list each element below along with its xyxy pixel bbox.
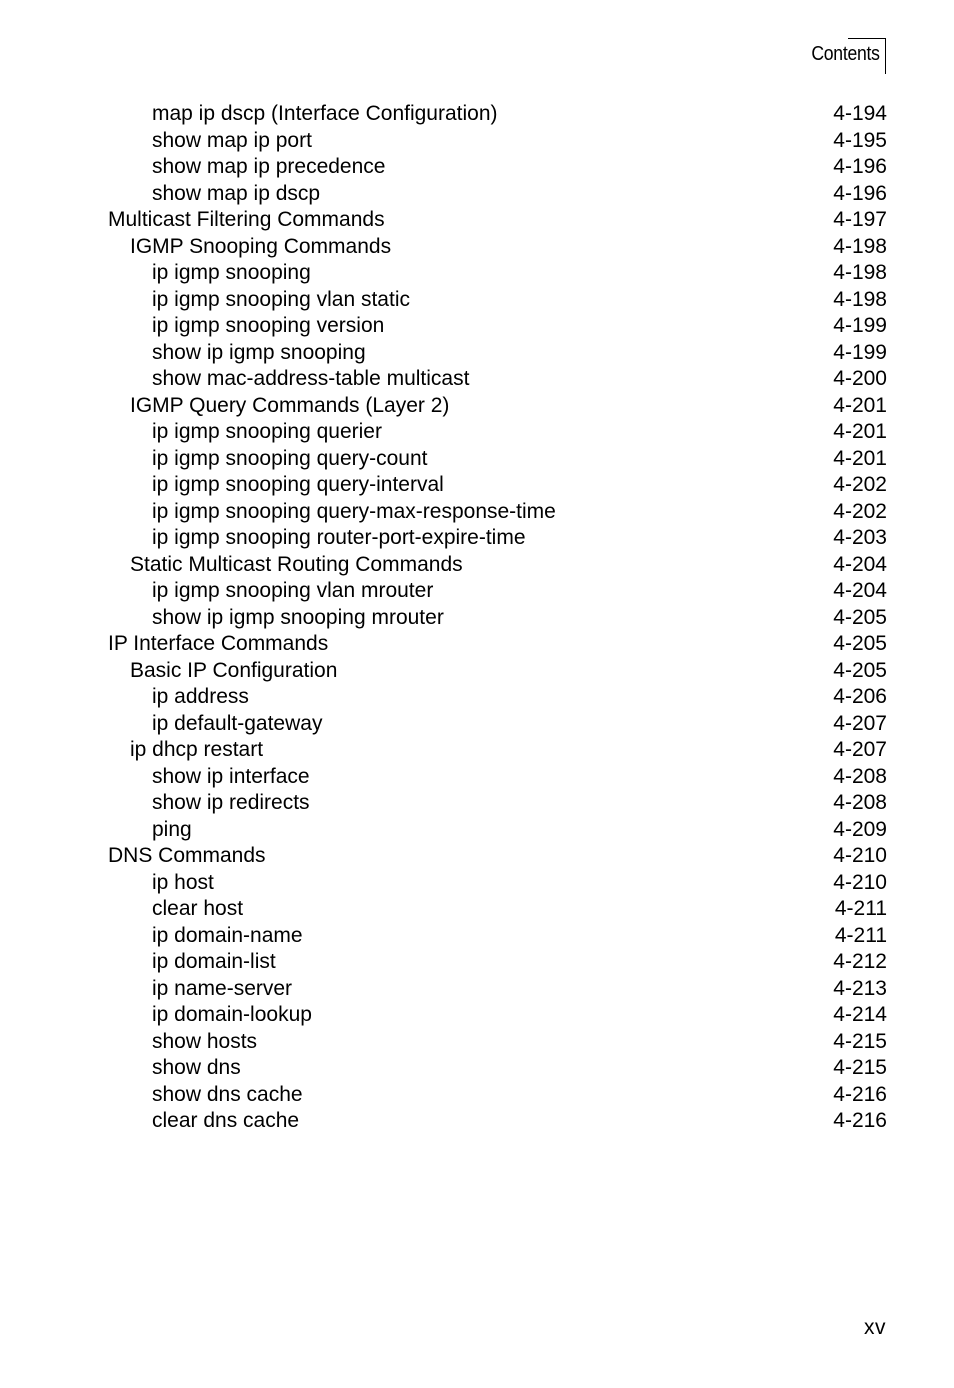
toc-entry-label: ip igmp snooping query-max-response-time <box>152 499 556 523</box>
toc-entry-label: ip domain-list <box>152 950 276 973</box>
toc-entry-page: 4-202 <box>833 499 887 523</box>
toc-entry <box>0 923 954 950</box>
toc-entry-page: 4-197 <box>833 208 887 231</box>
toc-entry-label: show dns cache <box>152 1082 303 1106</box>
toc-entry-label: ip igmp snooping querier <box>152 420 382 443</box>
toc-entry-label: ip host <box>152 870 214 894</box>
toc-entry-label: ip igmp snooping query-interval <box>152 473 444 496</box>
toc-entry <box>0 1002 954 1029</box>
toc-entry-page: 4-211 <box>834 897 887 920</box>
toc-entry-page: 4-199 <box>833 340 887 364</box>
toc-entry <box>0 128 954 155</box>
toc-entry-page: 4-198 <box>833 261 887 284</box>
toc-entry <box>0 870 954 897</box>
toc-entry <box>0 578 954 605</box>
toc-entry-page: 4-196 <box>833 155 887 178</box>
toc-entry <box>0 1055 954 1082</box>
toc-entry-label: show dns <box>152 1056 241 1079</box>
toc-entry <box>0 949 954 976</box>
toc-entry-label: ip igmp snooping <box>152 261 311 284</box>
toc-entry <box>0 313 954 340</box>
toc-entry-page: 4-216 <box>833 1082 887 1106</box>
toc-entry <box>0 764 954 791</box>
toc-entry-label: ip default-gateway <box>152 711 323 735</box>
toc-entry-label: show hosts <box>152 1029 258 1053</box>
toc-entry <box>0 684 954 711</box>
toc-entry <box>0 499 954 526</box>
toc-entry <box>0 1029 954 1056</box>
toc-entry-label: show mac-address-table multicast <box>152 367 470 390</box>
toc-entry-label: clear host <box>152 897 244 920</box>
toc-entry <box>0 790 954 817</box>
header-rule-right <box>885 38 886 74</box>
toc-entry <box>0 1082 954 1109</box>
toc-entry-label: ping <box>152 817 192 841</box>
toc-entry-page: 4-198 <box>833 287 887 311</box>
toc-entry-label: ip address <box>152 685 249 708</box>
toc-entry-page: 4-214 <box>833 1003 887 1026</box>
toc-entry-label: DNS Commands <box>108 844 266 867</box>
toc-entry <box>0 525 954 552</box>
page-header <box>0 38 954 74</box>
toc-entry <box>0 101 954 128</box>
toc-entry-label: ip igmp snooping query-count <box>152 446 428 470</box>
toc-entry-page: 4-211 <box>834 923 887 947</box>
toc-entry <box>0 287 954 314</box>
toc-entry <box>0 366 954 393</box>
toc-entry <box>0 472 954 499</box>
toc-entry-label: ip igmp snooping router-port-expire-time <box>152 526 526 549</box>
toc-entry-page: 4-216 <box>833 1109 887 1132</box>
toc-entry <box>0 605 954 632</box>
toc-entry-page: 4-215 <box>833 1029 887 1053</box>
toc-entry <box>0 393 954 420</box>
toc-entry-label: Basic IP Configuration <box>130 658 338 682</box>
toc-entry-page: 4-200 <box>833 367 887 390</box>
toc-entry-page: 4-203 <box>833 526 887 549</box>
toc-entry-label: ip igmp snooping vlan static <box>152 287 410 311</box>
running-header-title: Contents <box>811 43 880 65</box>
header-rule-top <box>848 38 886 39</box>
toc-entry-label: IGMP Query Commands (Layer 2) <box>130 393 450 417</box>
toc-entry-page: 4-207 <box>833 738 887 761</box>
toc-entry-label: show map ip dscp <box>152 181 321 205</box>
toc-entry-label: Multicast Filtering Commands <box>108 208 385 231</box>
toc-entry-page: 4-208 <box>833 791 887 814</box>
toc-entry <box>0 711 954 738</box>
toc-entry-page: 4-194 <box>833 102 887 125</box>
toc-entry-page: 4-204 <box>833 579 887 602</box>
toc-entry-label: clear dns cache <box>152 1109 300 1132</box>
toc-entry-label: show ip redirects <box>152 791 310 814</box>
toc-entry-label: show map ip precedence <box>152 155 386 178</box>
toc-entry-page: 4-209 <box>833 817 887 841</box>
toc-entry-page: 4-196 <box>833 181 887 205</box>
toc-entry <box>0 154 954 181</box>
toc-entry-page: 4-195 <box>833 128 887 152</box>
toc-entry-label: ip dhcp restart <box>130 738 264 761</box>
toc-entry-label: ip igmp snooping version <box>152 314 385 337</box>
table-of-contents <box>0 101 954 1135</box>
toc-entry <box>0 737 954 764</box>
toc-entry-label: show ip igmp snooping mrouter <box>152 605 444 629</box>
toc-entry-label: map ip dscp (Interface Configuration) <box>152 102 498 125</box>
toc-entry-page: 4-213 <box>833 976 887 1000</box>
toc-entry <box>0 234 954 261</box>
toc-entry <box>0 419 954 446</box>
toc-entry-label: show ip igmp snooping <box>152 340 366 364</box>
toc-entry <box>0 896 954 923</box>
toc-entry-page: 4-201 <box>833 446 887 470</box>
toc-entry-page: 4-201 <box>833 393 887 417</box>
toc-entry-page: 4-212 <box>833 950 887 973</box>
toc-entry-page: 4-205 <box>833 605 887 629</box>
toc-entry-page: 4-207 <box>833 711 887 735</box>
toc-entry-page: 4-205 <box>833 632 887 655</box>
toc-entry <box>0 976 954 1003</box>
toc-entry-label: show map ip port <box>152 128 312 152</box>
toc-entry-page: 4-205 <box>833 658 887 682</box>
toc-entry <box>0 446 954 473</box>
toc-entry-label: Static Multicast Routing Commands <box>130 552 463 576</box>
toc-entry <box>0 631 954 658</box>
toc-entry-label: ip name-server <box>152 976 293 1000</box>
toc-entry <box>0 843 954 870</box>
toc-entry-page: 4-206 <box>833 685 887 708</box>
toc-entry-page: 4-215 <box>833 1056 887 1079</box>
toc-entry-page: 4-210 <box>833 844 887 867</box>
toc-entry-label: IGMP Snooping Commands <box>130 234 392 258</box>
toc-entry-page: 4-199 <box>833 314 887 337</box>
toc-entry <box>0 1108 954 1135</box>
toc-entry-page: 4-210 <box>833 870 887 894</box>
toc-entry-label: show ip interface <box>152 764 310 788</box>
toc-entry-page: 4-201 <box>833 420 887 443</box>
toc-entry-page: 4-198 <box>833 234 887 258</box>
toc-entry <box>0 340 954 367</box>
toc-entry <box>0 260 954 287</box>
toc-entry-page: 4-202 <box>833 473 887 496</box>
toc-entry <box>0 207 954 234</box>
toc-entry-page: 4-208 <box>833 764 887 788</box>
toc-entry <box>0 181 954 208</box>
toc-entry <box>0 658 954 685</box>
toc-entry-label: IP Interface Commands <box>108 632 329 655</box>
toc-entry-label: ip domain-name <box>152 923 303 947</box>
toc-entry-page: 4-204 <box>833 552 887 576</box>
toc-entry-label: ip igmp snooping vlan mrouter <box>152 579 434 602</box>
toc-entry <box>0 817 954 844</box>
toc-entry-label: ip domain-lookup <box>152 1003 312 1026</box>
toc-entry <box>0 552 954 579</box>
page-number: xv <box>864 1316 886 1339</box>
